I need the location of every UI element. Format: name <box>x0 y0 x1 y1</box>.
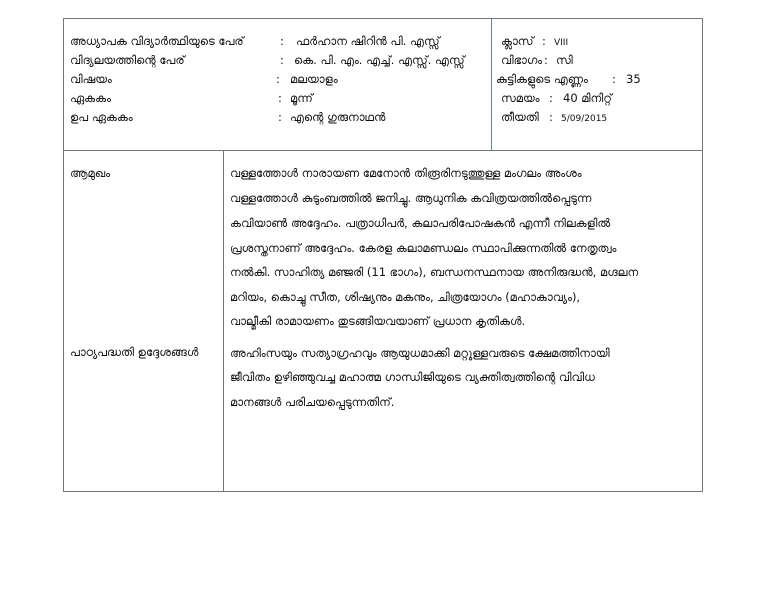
objective-line: മാനങ്ങൾ പരിചയപ്പെടുന്നതിന്. <box>230 395 395 409</box>
header-sep: : <box>280 53 284 67</box>
divider <box>491 19 492 150</box>
header-sep: : <box>276 72 280 86</box>
header-label: വിദ്യലയത്തിന്റെ പേര് <box>70 53 185 67</box>
intro-line: വാല്മീകി രാമായണം തുടങ്ങിയവയാണ് പ്രധാന കൃതികൾ. <box>230 314 526 328</box>
school-name: കെ. പി. എം. എച്ച്. എസ്സ്. എസ്സ് <box>294 53 465 67</box>
lesson-plan-table <box>63 18 703 492</box>
intro-line: നൽകി. സാഹിത്യ മഞ്ജരി (11 ഭാഗം), ബന്ധനസ്ഥനായ അനിരുദ്ധൻ, മഗ്ദലന <box>230 265 639 279</box>
header-sep: : <box>612 72 616 86</box>
intro-line: വള്ളത്തോൾ നാരായണ മേനോൻ തിരൂരിനടുത്തുള്ള മംഗലം അംശം <box>230 166 582 180</box>
header-sep: : <box>549 91 553 105</box>
student-teacher-name: ഫർഹാന ഷിറിൻ പി. എസ്സ് <box>296 34 440 48</box>
intro-line: വള്ളത്തോൾ കുടുംബത്തിൽ ജനിച്ചു. ആധുനിക കവിത്രയത്തിൽപ്പെടുന്ന <box>230 191 592 205</box>
header-sep: : <box>280 34 284 48</box>
header-label: വിഷയം <box>70 72 112 86</box>
section-label-objectives: പാഠ്യപദ്ധതി ഉദ്ദേശങ്ങൾ <box>70 345 199 359</box>
division: സി <box>556 53 573 67</box>
header-label: ഉപ ഏകകം <box>70 110 133 124</box>
date: 5/09/2015 <box>561 114 608 124</box>
divider <box>64 150 702 151</box>
header-sep: : <box>544 53 548 67</box>
header-label: സമയം <box>501 91 540 105</box>
unit: മൂന്ന് <box>290 91 313 105</box>
header-label: കുട്ടികളുടെ എണ്ണം <box>496 72 588 86</box>
header-label: വിഭാഗം <box>501 53 543 67</box>
intro-line: കവിയാൺ അദ്ദേഹം. പത്രാധിപർ, കലാപരിപോഷകൻ എന്നീ നിലകളിൽ <box>230 216 611 230</box>
objective-line: ജീവിതം ഉഴിഞ്ഞുവച്ച മഹാത്മ ഗാന്ധിജിയുടെ വ്യക്തിത്വത്തിന്റെ വിവിധ <box>230 370 595 384</box>
intro-line: മറിയം, കൊച്ചു സീത, ശിഷ്യനും മകനും, ചിത്രയോഗം (മഹാകാവ്യം), <box>230 290 581 304</box>
divider <box>223 151 224 491</box>
intro-line: പ്രശസ്തനാണ് അദ്ദേഹം. കേരള കലാമണ്ഡലം സ്ഥാപിക്കുന്നതിൽ നേതൃത്വം <box>230 241 617 255</box>
header-sep: : <box>278 110 282 124</box>
student-count: 35 <box>626 72 641 86</box>
subject: മലയാളം <box>290 72 338 86</box>
header-sep: : <box>278 91 282 105</box>
header-label: ഏകകം <box>70 91 111 105</box>
header-label: അധ്യാപക വിദ്യാർത്ഥിയുടെ പേര് <box>70 34 244 48</box>
header-sep: : <box>542 34 546 48</box>
header-label: ക്ലാസ് <box>501 34 534 48</box>
section-label-introduction: ആമുഖം <box>70 166 111 180</box>
sub-unit: എന്റെ ഗുരുനാഥൻ <box>290 110 386 124</box>
duration: 40 മിനിറ്റ് <box>563 91 612 105</box>
header-label: തീയതി <box>501 110 539 124</box>
header-sep: : <box>549 110 553 124</box>
objective-line: അഹിംസയും സത്യാഗ്രഹവും ആയുധമാക്കി മറ്റുള്ളവരുടെ ക്ഷേമത്തിനായി <box>230 346 610 360</box>
class: VIII <box>554 38 569 48</box>
